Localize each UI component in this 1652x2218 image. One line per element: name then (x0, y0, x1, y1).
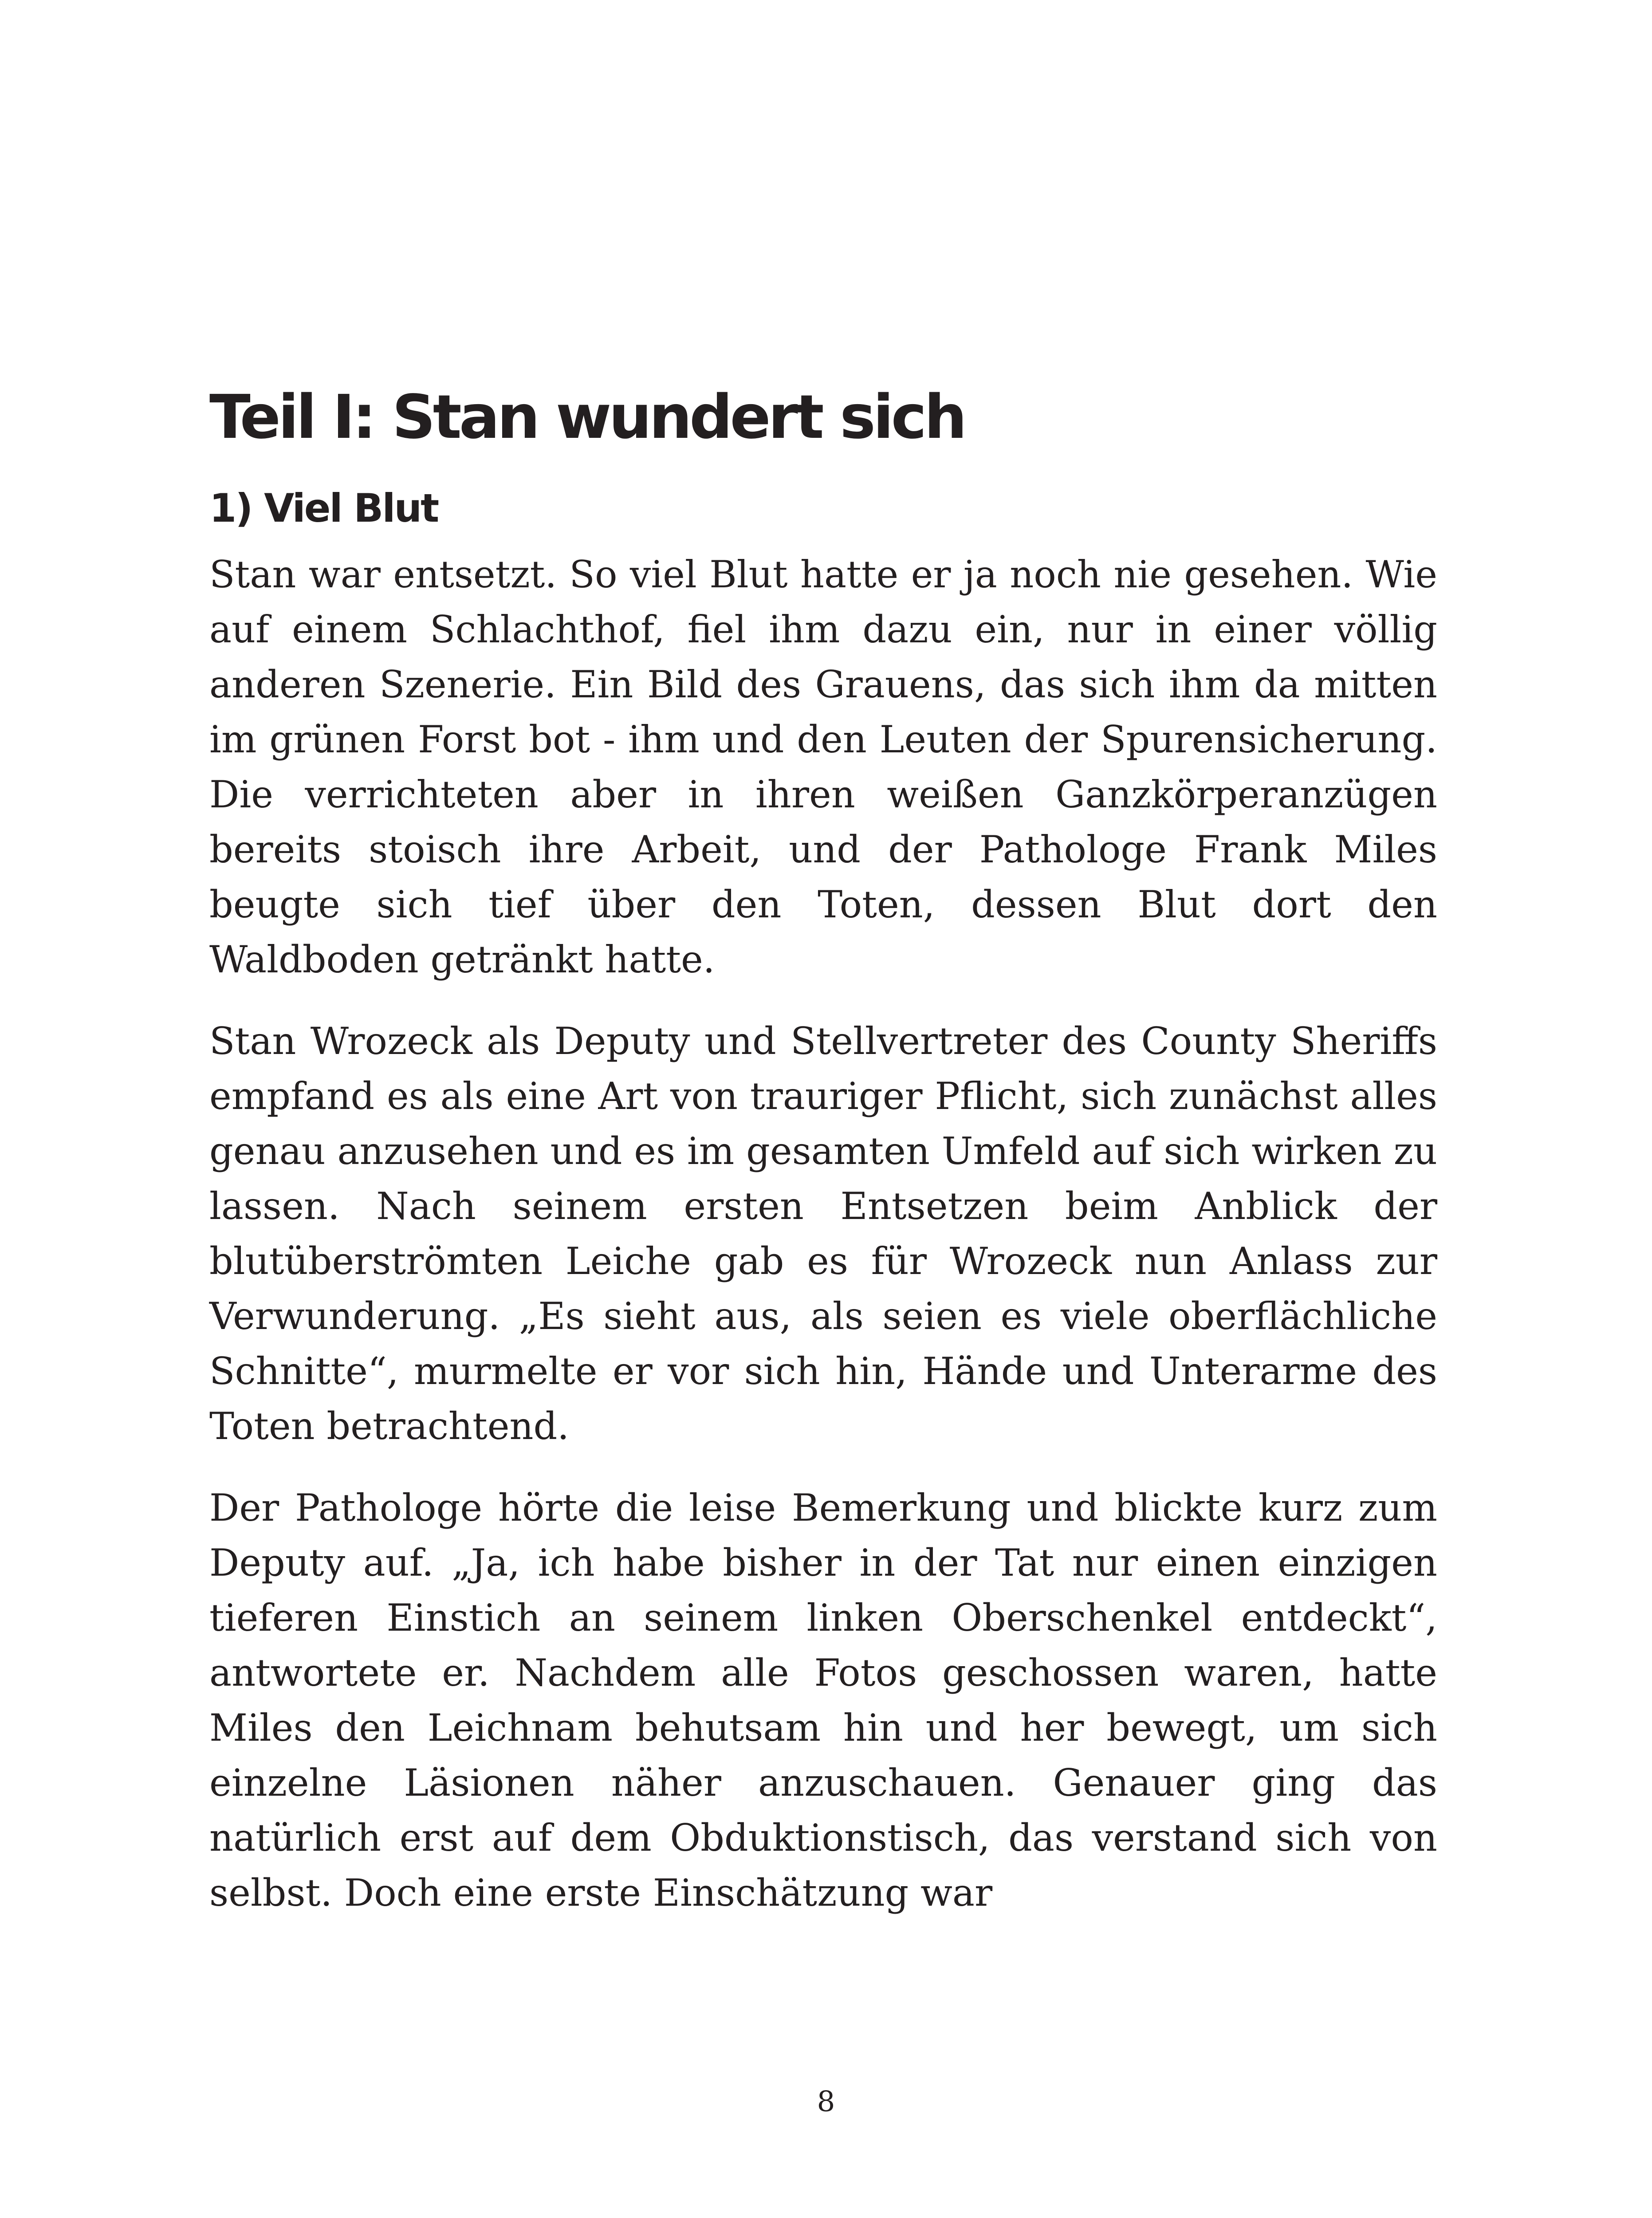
paragraph-1: Stan war entsetzt. So viel Blut hatte er ja noch nie gesehen. Wie auf einem Schlachthof, fiel ihm dazu ein, nur in einer völlig anderen Szenerie. Ein Bild des Grauens, das sich ihm da mitten im grünen Forst bot - ihm und den Leuten der Spurensicherung. Die verrichteten aber in ihren weißen Ganzkörperanzügen bereits stoisch ihre Arbeit, und der Pathologe Frank Miles beugte sich tief über den Toten, dessen Blut dort den Waldboden getränkt hatte. (209, 552, 1437, 981)
page-content (209, 381, 1437, 1947)
paragraph-3: Der Pathologe hörte die leise Bemerkung und blickte kurz zum Deputy auf. „Ja, ich habe bisher in der Tat nur einen einzigen tieferen Einstich an seinem linken Oberschenkel entdeckt“, antwortete er. Nachdem alle Fotos geschossen waren, hatte Miles den Leichnam behutsam hin und her bewegt, um sich einzelne Läsionen näher anzuschauen. Genauer ging das natürlich erst auf dem Obduktionstisch, das verstand sich von selbst. Doch eine erste Einschätzung war (209, 1486, 1437, 1915)
part-title: Teil I: Stan wundert sich (209, 382, 965, 452)
page-number: 8 (817, 2085, 835, 2118)
chapter-title: 1) Viel Blut (209, 485, 438, 531)
paragraph-2: Stan Wrozeck als Deputy und Stellvertreter des County Sheriffs empfand es als eine Art von trauriger Pflicht, sich zunächst alles genau anzusehen und es im gesamten Umfeld auf sich wirken zu lassen. Nach seinem ersten Entsetzen beim Anblick der blutüberströmten Leiche gab es für Wrozeck nun Anlass zur Verwunderung. „Es sieht aus, als seien es viele oberflächliche Schnitte“, murmelte er vor sich hin, Hände und Unterarme des Toten betrachtend. (209, 1019, 1437, 1448)
